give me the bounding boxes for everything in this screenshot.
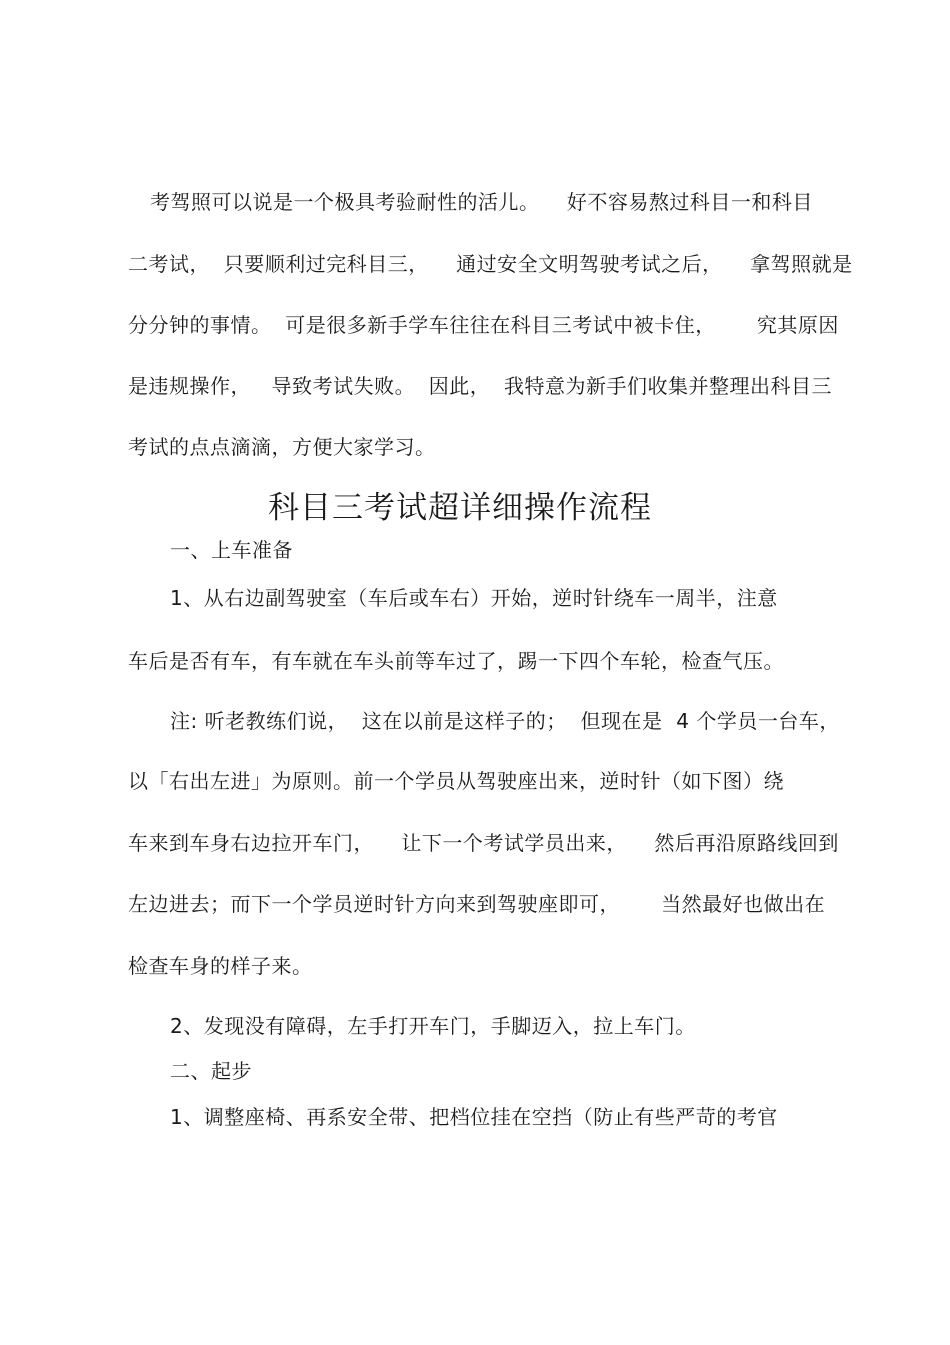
document-title: 科目三考试超详细操作流程 xyxy=(268,490,652,526)
intro-line-2: 二考试， 只要顺利过完科目三， 通过安全文明驾驶考试之后， 拿驾照就是 xyxy=(128,252,853,276)
note-line-5: 检查车身的样子来。 xyxy=(128,954,313,978)
section-heading-boarding: 一、上车准备 xyxy=(170,538,293,562)
boarding-item-2: 2、发现没有障碍，左手打开车门，手脚迈入，拉上车门。 xyxy=(170,1014,696,1038)
boarding-item-1-line-1: 1、从右边副驾驶室（车后或车右）开始，逆时针绕车一周半，注意 xyxy=(170,586,778,610)
section-heading-start: 二、起步 xyxy=(170,1059,252,1083)
note-line-3: 车来到车身右边拉开车门， 让下一个考试学员出来， 然后再沿原路线回到 xyxy=(128,831,839,855)
note-line-1: 注: 听老教练们说， 这在以前是这样子的； 但现在是 4 个学员一台车， xyxy=(170,709,840,733)
intro-line-3: 分分钟的事情。 可是很多新手学车往往在科目三考试中被卡住， 究其原因 xyxy=(128,313,839,337)
intro-line-4: 是违规操作， 导致考试失败。 因此， 我特意为新手们收集并整理出科目三 xyxy=(128,374,833,398)
note-line-2: 以「右出左进」为原则。前一个学员从驾驶座出来，逆时针（如下图）绕 xyxy=(128,769,784,793)
boarding-item-1-line-2: 车后是否有车，有车就在车头前等车过了，踢一下四个车轮，检查气压。 xyxy=(128,649,784,673)
start-item-1: 1、调整座椅、再系安全带、把档位挂在空挡（防止有些严苛的考官 xyxy=(170,1105,778,1129)
intro-line-5: 考试的点点滴滴，方便大家学习。 xyxy=(128,435,436,459)
note-line-4: 左边进去；而下一个学员逆时针方向来到驾驶座即可， 当然最好也做出在 xyxy=(128,892,826,916)
intro-line-1: 考驾照可以说是一个极具考验耐性的活儿。 好不容易熬过科目一和科目 xyxy=(150,190,813,214)
